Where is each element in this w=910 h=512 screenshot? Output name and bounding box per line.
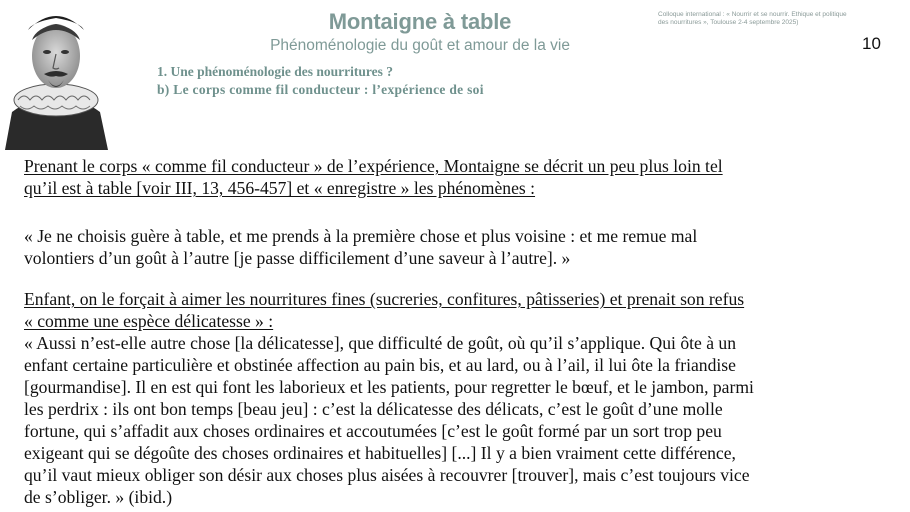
text-line: « Aussi n’est-elle autre chose [la délicatesse], que difficulté de goût, où qu’il s’applique. Qui ôte à un	[24, 333, 737, 353]
quote-paragraph-2	[24, 332, 886, 508]
section-heading-1: 1. Une phénoménologie des nourritures ?	[157, 64, 394, 79]
text-line: [gourmandise]. Il en est qui font les laborieux et les patients, pour regretter le bœuf, et le jambon, parmi	[24, 377, 754, 397]
text-line: Prenant le corps « comme fil conducteur » de l’expérience, Montaigne se décrit un peu plus loin tel	[24, 156, 723, 176]
montaigne-portrait	[0, 0, 112, 150]
text-line: les perdrix : ils ont bon temps [beau jeu] : c’est la délicatesse des délicats, c’est le goût d’une molle	[24, 399, 723, 419]
text-line: « comme une espèce délicatesse » :	[24, 311, 274, 331]
section-heading-2: b) Le corps comme fil conducteur : l’expérience de soi	[157, 82, 484, 97]
slide-title: Montaigne à table	[328, 9, 512, 34]
text-line: fortune, qui s’affadit aux choses ordinaires et accoutumées [c’est le goût formé par un sort trop peu	[24, 421, 722, 441]
colloque-line: Colloque international : « Nourrir et se nourrir. Ethique et politique	[658, 11, 847, 18]
intro-paragraph	[24, 155, 886, 199]
colloque-line: des nourritures », Toulouse 2-4 septembre 2025)	[658, 19, 799, 26]
page-number: 10	[862, 34, 881, 53]
text-line: de s’obliger. » (ibid.)	[24, 487, 173, 507]
text-line: qu’il vaut mieux obliger son désir aux choses plus aisées à recouvrer [trouver], mais c’est toujours vice	[24, 465, 750, 485]
text-line: volontiers d’un goût à l’autre [je passe difficilement d’une saveur à l’autre]. »	[24, 248, 571, 268]
slide-subtitle: Phénoménologie du goût et amour de la vie	[270, 37, 570, 54]
text-line: qu’il est à table [voir III, 13, 456-457] et « enregistre » les phénomènes :	[24, 178, 536, 198]
text-line: exigeant qui se dégoûte des choses ordinaires et habituelles] [...] Il y a bien vraiment cette différence,	[24, 443, 736, 463]
quote-paragraph-1	[24, 225, 886, 269]
colloque-note	[658, 11, 858, 27]
enfant-paragraph	[24, 288, 886, 332]
text-line: « Je ne choisis guère à table, et me prends à la première chose et plus voisine : et me remue mal	[24, 226, 698, 246]
text-line: Enfant, on le forçait à aimer les nourritures fines (sucreries, confitures, pâtisseries) et prenait son refus	[24, 289, 745, 309]
text-line: enfant certaine particulière et obstinée affection au pain bis, et au lard, ou à l’ail, il lui ôte la friandise	[24, 355, 736, 375]
